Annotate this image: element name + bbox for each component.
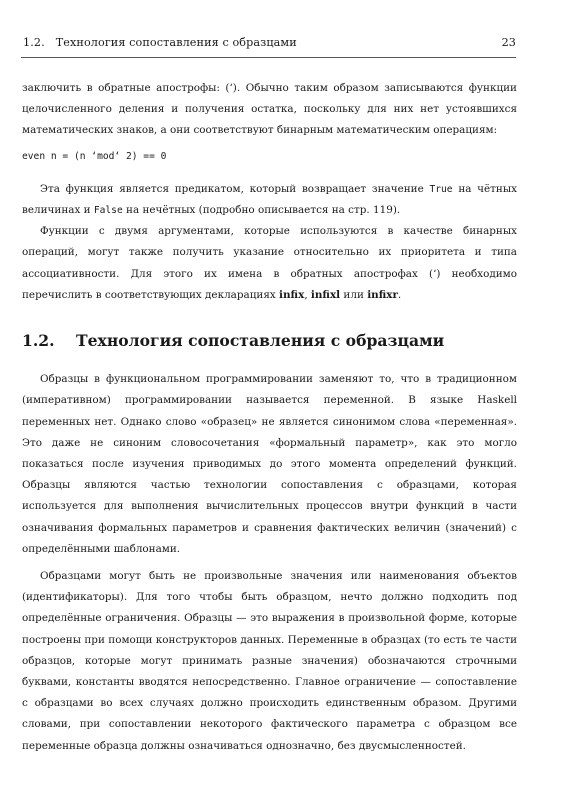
- code-example: even n = (n ‘mod‘ 2) == 0: [22, 150, 167, 162]
- section-title: Технология сопоставления с образцами: [76, 331, 445, 351]
- paragraph-3: [22, 221, 517, 306]
- running-header: [23, 36, 516, 49]
- keyword-infix: infix: [279, 288, 305, 301]
- paragraph-2-text-b: на чётных величинах и: [22, 182, 517, 217]
- paragraph-3-text: Функции с двумя аргументами, которые используются в качестве бинарных операций, могут также получить указание относительно их приоритета и типа ассоциативности. Для этого их имена в обратных апострофах (‘) необходимо перечислить в соответствующих декларациях: [22, 225, 517, 301]
- running-title: 1.2. Технология сопоставления с образцами: [23, 36, 297, 49]
- separator-1: ,: [304, 288, 311, 301]
- keyword-infixl: infixl: [310, 288, 341, 301]
- page-body: [22, 78, 517, 757]
- header-rule: [21, 57, 516, 58]
- paragraph-5: Образцами могут быть не произвольные значения или наименования объектов (идентификаторы). Для того чтобы быть образцом, нечто должно подходить под определённые ограничения. Образцы — это выражения в произвольной форме, которые построены при помощи конструкторов данных. Переменные в образцах (то есть те части образцов, которые могут принимать разные значения) обозначаются строчными буквами, константы вводятся непосредственно. Главное ограничение — сопоставление с образцами во всех случаях должно происходить единственным образом. Другими словами, при сопоставлении некоторого фактического параметра с образцом все переменные образца должны означиваться однозначно, без двусмысленностей.: [22, 570, 517, 752]
- section-number: 1.2.: [22, 331, 55, 351]
- paragraph-3-end: .: [397, 288, 402, 301]
- paragraph-4: Образцы в функциональном программировании заменяют то, что в традиционном (императивном) программировании называется переменной. В языке Haskell переменных нет. Однако слово «образец» не является синонимом слова «переменная». Это даже не синоним словосочетания «формальный параметр», как это могло показаться после изучения приводимых до этого момента определений функций. Образцы являются частью технологии сопоставления с образцами, которая используется для выполнения вычислительных процессов внутри функций в части означивания формальных параметров и сравнения фактических величин (значений) с определёнными шаблонами.: [22, 373, 517, 555]
- false-literal: False: [93, 205, 123, 217]
- paragraph-2-text-c: на нечётных (подробно описывается на стр. 119).: [122, 204, 401, 217]
- paragraph-2-text-a: Эта функция является предикатом, который возвращает значение: [40, 182, 430, 195]
- paragraph-2: [22, 179, 517, 221]
- separator-2: или: [340, 288, 368, 301]
- paragraph-1: заключить в обратные апострофы: (‘). Обычно таким образом записываются функции целочисленного деления и получения остатка, поскольку для них нет устоявшихся математических знаков, а они соответствуют бинарным математическим операциям:: [22, 82, 517, 137]
- true-literal: True: [429, 183, 453, 195]
- section-heading: [22, 330, 517, 351]
- page-number: 23: [501, 36, 516, 49]
- keyword-infixr: infixr: [367, 288, 398, 301]
